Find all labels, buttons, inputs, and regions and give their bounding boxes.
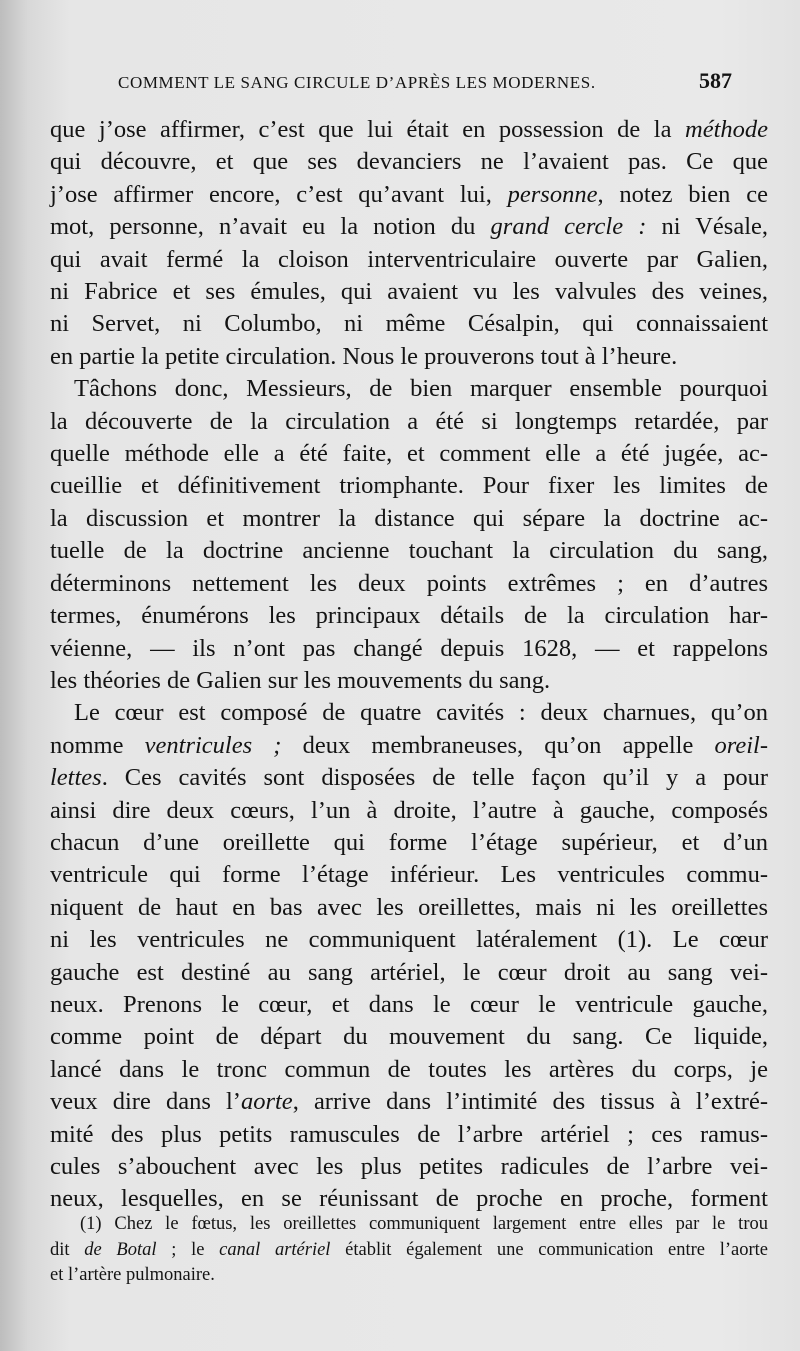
text-segment: déterminons nettement les deux points extrêmes ; en d’autres [50,569,768,597]
italic-text: oreil- [714,731,769,759]
text-line [50,730,768,762]
text-segment: mot, personne, n’avait eu la notion du [50,213,491,241]
text-segment: véienne, — ils n’ont pas changé depuis 1628, — et rappelons [50,634,768,662]
text-line [50,438,768,470]
italic-text: grand cercle : [490,213,647,241]
text-segment: ; le [156,1239,220,1260]
text-line [50,146,768,178]
text-segment: ainsi dire deux cœurs, l’un à droite, l’autre à gauche, composés [50,796,768,824]
text-segment: les théories de Galien sur les mouvements du sang. [50,666,551,694]
text-line [50,276,768,308]
text-segment: comme point de départ du mouvement du sang. Ce liquide, [50,1023,768,1051]
text-segment: dit [50,1239,85,1260]
text-segment: la découverte de la circulation a été si longtemps retardée, par [50,407,768,435]
footnotes [50,1212,768,1289]
text-line [50,600,768,632]
text-line [50,859,768,891]
text-line [50,697,768,729]
italic-text: lettes [50,764,102,792]
text-segment: que j’ose affirmer, c’est que lui était en possession de la [50,116,685,143]
text-segment: qui découvre, et que ses devanciers ne l’avaient pas. Ce que [50,148,768,176]
text-line [50,762,768,794]
italic-text: de Botal [84,1239,157,1260]
text-segment: . Ces cavités sont disposées de telle façon qu’il y a pour [101,764,768,792]
italic-text: ventricules ; [144,731,282,759]
text-line [50,892,768,924]
text-segment: ni Vésale, [646,213,769,241]
text-line [50,211,768,243]
text-line [50,535,768,567]
text-line [50,179,768,211]
text-segment: cueillie et définitivement triomphante. Pour fixer les limites de [50,472,768,500]
text-segment: tuelle de la doctrine ancienne touchant la circulation du sang, [50,537,768,565]
text-line [50,568,768,600]
text-segment: , notez bien ce [597,180,768,208]
text-line [50,114,768,146]
text-segment: (1) Chez le fœtus, les oreillettes communiquent largement entre elles par le trou [80,1214,768,1234]
text-line [50,633,768,665]
text-line [50,827,768,859]
text-segment: neux, lesquelles, en se réunissant de proche en proche, forment [50,1185,768,1213]
text-segment: , arrive dans l’intimité des tissus à l’extré- [292,1088,768,1116]
text-line [50,1183,768,1215]
text-line [50,1021,768,1053]
text-line [50,244,768,276]
text-segment: et l’artère pulmonaire. [50,1265,215,1285]
text-segment: ni les ventricules ne communiquent latéralement (1). Le cœur [50,926,768,954]
text-segment: ni Fabrice et ses émules, qui avaient vu les valvules des veines, [50,278,768,306]
footnote-line [50,1212,768,1238]
text-segment: ventricule qui forme l’étage inférieur. Les ventricules commu- [50,861,768,889]
italic-text: personne [507,180,598,208]
text-line [50,470,768,502]
text-segment: j’ose affirmer encore, c’est qu’avant lui, [50,180,508,208]
text-line [50,924,768,956]
text-segment: gauche est destiné au sang artériel, le cœur droit au sang vei- [50,958,768,986]
text-segment: termes, énumérons les principaux détails de la circulation har- [50,602,768,630]
text-segment: neux. Prenons le cœur, et dans le cœur le ventricule gauche, [50,990,768,1018]
text-segment: cules s’abouchent avec les plus petites radicules de l’arbre vei- [50,1153,768,1180]
text-segment: deux membraneuses, qu’on appelle [281,731,715,759]
text-segment: nomme [50,731,145,759]
text-segment: en partie la petite circulation. Nous le prouverons tout à l’heure. [50,342,678,370]
text-line [50,1086,768,1118]
italic-text: canal artériel [219,1239,331,1260]
text-segment: lancé dans le tronc commun de toutes les artères du corps, je [50,1055,768,1083]
footnote-line [50,1263,768,1289]
text-segment: qui avait fermé la cloison interventriculaire ouverte par Galien, [50,245,768,273]
text-line [50,1119,768,1151]
footnote-line [50,1238,768,1264]
text-segment: quelle méthode elle a été faite, et comment elle a été jugée, ac- [50,440,768,468]
text-line [50,1054,768,1086]
text-line [50,341,768,373]
page-number: 587 [699,68,732,93]
text-line [50,795,768,827]
text-line [50,406,768,438]
text-segment: ni Servet, ni Columbo, ni même Césalpin, qui connaissaient [50,310,768,338]
italic-text: méthode [685,116,768,143]
text-segment: mité des plus petits ramuscules de l’arbre artériel ; ces ramus- [50,1120,768,1148]
text-segment: niquent de haut en bas avec les oreillettes, mais ni les oreillettes [50,893,768,921]
running-title: COMMENT LE SANG CIRCULE D’APRÈS LES MODERNES. [118,73,596,92]
page-header [118,68,732,102]
text-segment: Le cœur est composé de quatre cavités : deux charnues, qu’on [74,699,768,727]
text-segment: veux dire dans l’ [50,1088,241,1116]
text-segment: chacun d’une oreillette qui forme l’étage supérieur, et d’un [50,828,768,856]
text-line [50,989,768,1021]
text-line [50,957,768,989]
text-line [50,308,768,340]
italic-text: aorte [240,1088,293,1116]
text-line [50,373,768,405]
text-segment: établit également une communication entre l’aorte [330,1239,769,1260]
text-segment: Tâchons donc, Messieurs, de bien marquer ensemble pourquoi [74,375,768,403]
text-line [50,503,768,535]
body-text [50,114,768,1216]
text-line [50,1151,768,1183]
text-line [50,665,768,697]
text-segment: la discussion et montrer la distance qui sépare la doctrine ac- [50,504,768,532]
